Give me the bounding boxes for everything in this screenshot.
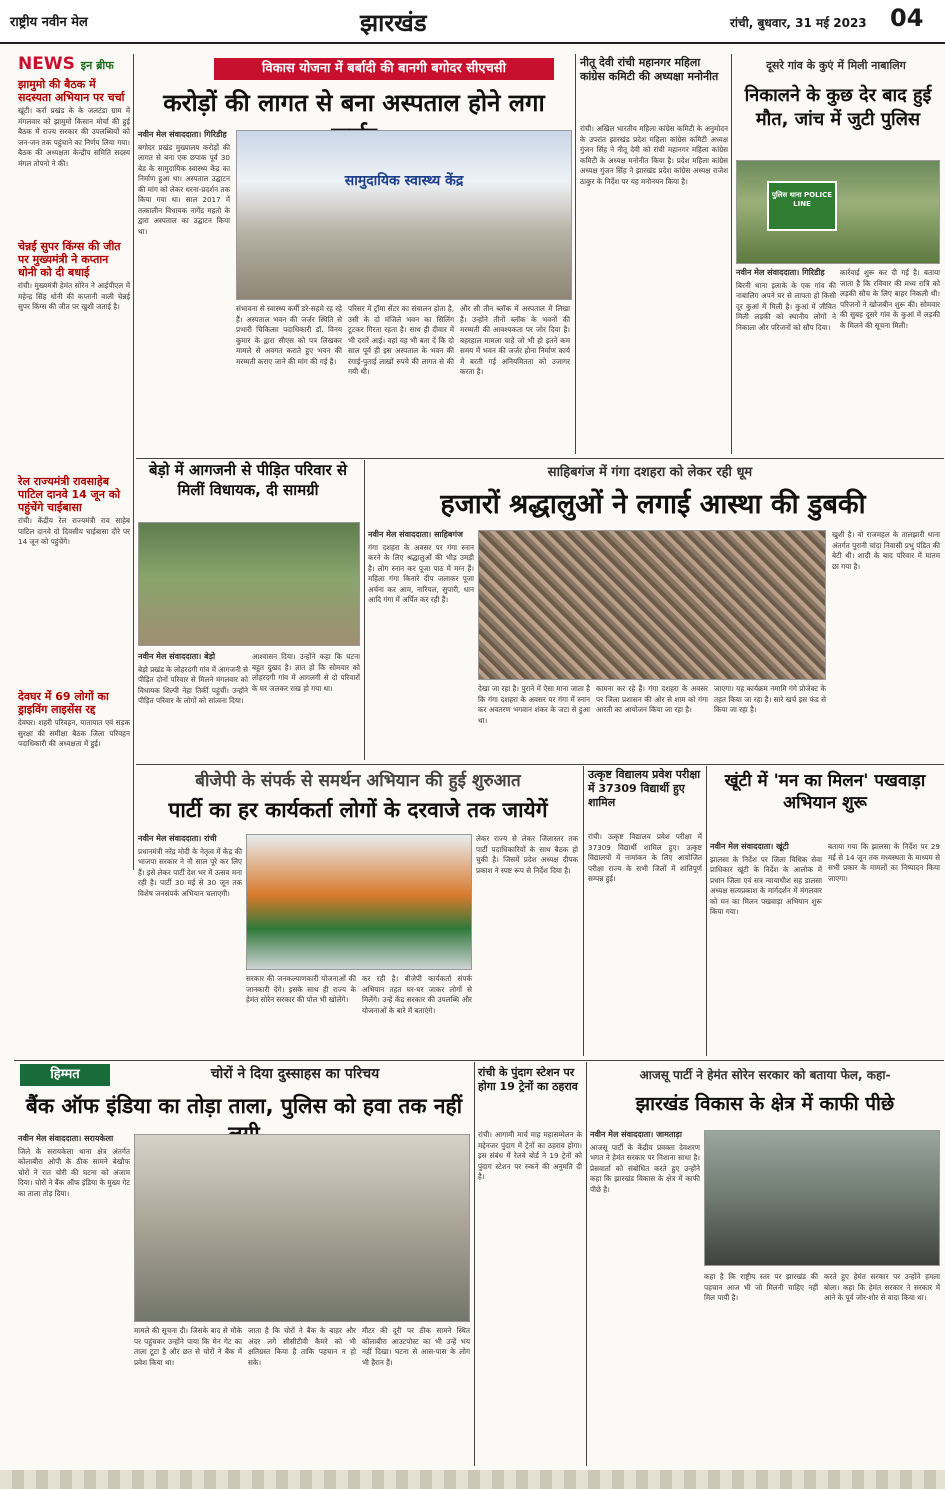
page-number: 04 [890, 4, 924, 32]
bjp-text: प्रधानमंत्री नरेंद्र मोदी के नेतृत्व में केंद्र की भाजपा सरकार ने नौ साल पूरे कर लिए हैं। इसे लेकर पार्टी देश भर में उत्सव मना रही है। पार्टी 30 मई से 30 जून तक विशेष जनसंपर्क अभियान चलाएगी। [138, 846, 242, 898]
fire-col-2: आश्वासन दिया। उन्होंने कहा कि घटना बहुत दुखद है। ज्ञात हो कि सोमवार को लोहरदगी गांव में आगलगी से दो परिवारों के घर जलकर राख हो गया था। [252, 652, 360, 693]
train-headline: रांची के पुंदाग स्टेशन पर होगा 19 ट्रेनों का ठहराव [478, 1066, 578, 1093]
ajsu-press-photo [704, 1130, 940, 1266]
police-sign-board [767, 181, 837, 231]
news-logo-main: NEWS [18, 54, 75, 74]
hospital-col-1 [138, 130, 230, 430]
bjp-col-2: सरकार की जनकल्याणकारी योजनाओं की जानकारी देंगे। इसके साथ ही राज्य के हेमंत सोरेन सरकार की पोल भी खोलेंगे। [246, 974, 356, 1004]
bjp-col-3: कर रही है। बीजेपी कार्यकर्ता संपर्क अभियान तहत घर-घर जाकर लोगों से मिलेंगे। उन्हें केंद्र सरकार की उपलब्धि और योजनाओं के बारे में बताएंगे। [362, 974, 472, 1015]
masthead [0, 0, 945, 44]
brief-text: रांची। केंद्रीय रेल राज्यमंत्री राव साहेब पाटिल दानवे दो दिवसीय चाईबासा दौरे पर 14 जून को पहुंचेंगे। [18, 516, 130, 546]
well-col-1 [736, 268, 836, 454]
ajsu-headline: झारखंड विकास के क्षेत्र में काफी पीछे [635, 1093, 895, 1115]
khunti-text: झालसा के निर्देश पर जिला विधिक सेवा प्राधिकार खूंटी के निर्देश के आलोक में प्रधान जिला एवं सत्र न्यायाधीश सह डालसा अध्यक्ष सत्यप्रकाश के मार्गदर्शन में मंगलवार को मन का मिलन पखवाड़ा अभियान शुरू किया गया। [710, 854, 822, 916]
ganga-col-3: कामना कर रहे हैं। गंगा दशहरा के अवसर पर जिला प्रशासन की ओर से शाम को गंगा आरती का आयोजन किया जा रहा है। [596, 684, 708, 714]
row-divider [14, 1060, 944, 1061]
fire-victims-photo [138, 522, 360, 646]
hospital-col-3: परिसर में ट्रॉमा सेंटर का संचालन होता है, उसी के दो मंजिले भवन का सिलिंग टूटकर गिरता रहता है। साथ ही दीवार में भी दरारें आई। वहां यह भी बता दें कि दो साल पूर्व ही इस अस्पताल के भवन की रंगाई-पुताई लाखों रुपये की लागत से की गयी थी। [348, 304, 454, 376]
column-divider [583, 766, 584, 1056]
fire-headline: बेड़ो में आगजनी से पीड़ित परिवार से मिलीं विधायक, दी सामग्री [149, 461, 347, 499]
bjp-headline: पार्टी का हर कार्यकर्ता लोगों के दरवाजे तक जायेगें [168, 798, 548, 822]
well-byline: नवीन मेल संवाददाता। गिरिडीह [736, 268, 825, 277]
school-text: रांची। उत्कृष्ट विद्यालय प्रवेश परीक्षा में 37309 विद्यार्थी शामिल हुए। उत्कृष्ट विद्यालयों में नामांकन के लिए आयोजित परीक्षा राज्य के सभी जिलों में शांतिपूर्ण सम्पन्न हुई। [588, 832, 702, 883]
brief-text: रांची। मुख्यमंत्री हेमंत सोरेन ने आईपीएल में महेन्द्र सिंह धोनी की कप्तानी वाली चेन्नई सुपर किंग्स की जीत पर खुशी जताई है। [18, 281, 130, 311]
row-divider [136, 458, 944, 459]
ganga-text: गंगा दशहरा के अवसर पर गंगा स्नान करने के लिए श्रद्धालुओं की भीड़ उमड़ी है। लोग स्नान कर पूजा पाठ में मग्न हैं। महिला गंगा किनारे दीप जलाकर पूजा अर्चना कर आम, नारियल, सुपारी, धान आदि गंगा में अर्पित कर रही हैं। [368, 542, 474, 604]
hospital-kicker: विकास योजना में बर्बादी की बानगी बगोदर सीएचसी [214, 58, 554, 80]
news-logo-sub: इन ब्रीफ [80, 59, 114, 72]
bank-building-photo [134, 1134, 470, 1322]
brief-title: चेन्नई सुपर किंग्स की जीत पर मुख्यमंत्री ने कप्तान धोनी को दी बधाई [18, 240, 121, 279]
brief-item [18, 475, 130, 686]
bank-col-3: जाता है कि चोरों ने बैंक के बाहर और अंदर लगे सीसीटीवी कैमरे को भी क्षतिग्रस्त किया है ताकि पहचान न हो सके। [248, 1326, 356, 1367]
bjp-byline: नवीन मेल संवाददाता। रांची [138, 834, 217, 843]
bank-kicker: चोरों ने दिया दुस्साहस का परिचय [210, 1066, 380, 1082]
brief-text: देवघर। शहरी परिवहन, यातायात एवं सड़क सुरक्षा की समीक्षा बैठक जिला परिवहन पदाधिकारी की अध्यक्षता में हुई। [18, 718, 130, 748]
khunti-col-2: बताया गया कि झालसा के निर्देश पर 29 मई से 14 जून तक मध्यस्थता के माध्यम से सभी प्रकार के मामलों का निष्पादन किया जाएगा। [828, 842, 940, 883]
hospital-byline: नवीन मेल संवाददाता। गिरिडीह [138, 130, 227, 139]
bank-col-2: मामले की सूचना दी। जिसके बाद से मौके पर पहुंचकर उन्होंने पाया कि मेन गेट का ताला टूटा है और छत से चोरों ने बैंक में प्रवेश किया था। [134, 1326, 242, 1367]
brief-title: झामुमो की बैठक में सदस्यता अभियान पर चर्चा [18, 78, 125, 104]
column-divider [731, 54, 732, 454]
ganga-headline: हजारों श्रद्धालुओं ने लगाई आस्था की डुबकी [440, 489, 866, 520]
bank-byline: नवीन मेल संवाददाता। सरायकेला [18, 1134, 114, 1143]
ganga-col-1 [368, 530, 474, 760]
bank-col-4: मीटर की दूरी पर ठीक सामने स्थित कोलाबीरा आउटपोस्ट का भी उन्हें भय नहीं दिखा। घटना से आस-पास के लोग भी हैरान हैं। [362, 1326, 470, 1367]
column-divider [133, 54, 134, 870]
news-brief-column [18, 54, 130, 874]
khunti-col-1 [710, 842, 822, 1054]
column-divider [706, 766, 707, 1056]
bjp-col-1 [138, 834, 242, 1054]
congress-text: रांची। अखिल भारतीय महिला कांग्रेस कमिटी के अनुमोदन के उपरांत झारखंड प्रदेश महिला कांग्रेस कमिटी अध्यक्ष गुंजन सिंह ने नीतू देवी को रांची महानगर महिला कांग्रेस कमिटी के अध्यक्ष मनोनीत किया है। प्रदेश महिला कांग्रेस अध्यक्ष गुंजन सिंह ने झारखंड प्रदेश कांग्रेस अध्यक्ष राजेश ठाकुर के निर्देश पर यह मनोनयन किया है। [580, 124, 728, 186]
police-sign-text: पुलिस थाना POLICE LINE [771, 191, 833, 208]
newspaper-logo: राष्ट्रीय नवीन मेल [10, 15, 88, 30]
fire-col-1 [138, 652, 248, 762]
hospital-text: बगोदर प्रखंड मुख्यालय करोड़ों की लागत से बना एक छपाक पूर्व 30 बेड के सामुदायिक स्वास्थ्य केंद्र का निर्माण हुआ था। अस्पताल उद्घाटन की मांग को लेकर धरना-प्रदर्शन तक किया गया था। साल 2017 में तत्कालीन विधायक नागेंद्र महतो के द्वारा अस्पताल का उद्घाटन किया था। [138, 142, 230, 236]
hospital-col-2: संभावना से स्वास्थ्य कर्मी डरे-सहमे रह रहे हैं। अस्पताल भवन की जर्जर स्थिति से प्रभारी चिकित्सा पदाधिकारी डॉ. विनय कुमार के द्वारा सीएस को पत्र लिखकर मामले से अवगत कराते हुए भवन की मरम्मती कराए जाने की मांग की गई है। [236, 304, 342, 366]
train-text: रांची। आगामी मार्च माह महासम्मेलन के मद्देनजर पुंदाग में ट्रेनों का ठहराव होगा। इस संबंध में रेलवे बोर्ड ने 19 ट्रेनों को पुंदाग स्टेशन पर रुकने की अनुमति दी है। [478, 1130, 582, 1181]
bank-text: जिले के सरायकेला थाना क्षेत्र अंतर्गत कोलाबीरा ओपी के ठीक सामने बेखौफ चोरों ने रात चोरी की घटना को अंजाम दिया। चोरों ने बैंक ऑफ इंडिया के मुख्य गेट का ताला तोड़ दिया। [18, 1146, 130, 1198]
dateline: रांची, बुधवार, 31 मई 2023 [730, 16, 867, 30]
bank-kicker-badge: हिम्मत [20, 1064, 110, 1086]
bjp-rally-photo [246, 834, 472, 970]
section-title: झारखंड [360, 9, 427, 37]
ajsu-byline: नवीन मेल संवाददाता। जामताड़ा [590, 1130, 682, 1139]
column-divider [575, 54, 576, 454]
hospital-photo [236, 130, 572, 300]
hospital-sign-text: सामुदायिक स्वास्थ्य केंद्र [344, 173, 464, 189]
bank-headline: बैंक ऑफ इंडिया का तोड़ा ताला, पुलिस को हवा तक नहीं [25, 1094, 463, 1118]
congress-headline: नीतू देवी रांची महानगर महिला कांग्रेस कमिटी की अध्यक्षा मनोनीत [580, 56, 719, 83]
brief-title: रेल राज्यमंत्री रावसाहेब पाटिल दानवे 14 जून को पहुंचेंगे चाईबासा [18, 475, 121, 514]
column-divider [474, 1062, 475, 1466]
bjp-kicker: बीजेपी के संपर्क से समर्थन अभियान की हुई शुरुआत [195, 771, 521, 791]
bank-col-1 [18, 1134, 130, 1466]
ajsu-col-2: कहा है कि राष्ट्रीय स्तर पर झारखंड की पहचान आज भी जो मिलनी चाहिए नहीं मिल पायी है। [704, 1272, 818, 1302]
fire-text: बेड़ो प्रखंड के लोहरदगी गांव में आगजनी से पीड़ित दोनों परिवार से मिलने मंगलवार को विधायक शिल्पी नेहा तिर्की पहुंचीं। उन्होंने पीड़ित परिवार के लोगों को सांत्वना दिया। [138, 664, 248, 705]
brief-item [18, 690, 130, 868]
ajsu-kicker: आजसू पार्टी ने हेमंत सोरेन सरकार को बताया फेल, कहा- [639, 1068, 891, 1082]
ganga-byline: नवीन मेल संवाददाता। साहिबगंज [368, 530, 463, 539]
khunti-byline: नवीन मेल संवाददाता। खूंटी [710, 842, 789, 851]
well-col-2: कार्रवाई शुरू कर दी गई है। बताया जाता है कि रविवार की मध्य रात्रि को लड़की सौच के लिए बाहर निकली थी। परिजनों ने खोजबीन शुरू की। सोमवार की सुबह दूसरे गांव के कुआं में लड़की के मिलने की सूचना मिली। [840, 268, 940, 330]
row-divider [136, 764, 944, 765]
brief-title: देवघर में 69 लोगों का ड्राइविंग लाइसेंस रद्द [18, 690, 109, 716]
fire-byline: नवीन मेल संवाददाता। बेड़ो [138, 652, 216, 661]
bjp-col-4: लेकर राज्य से लेकर जिलास्तर तक पार्टी पदाधिकारियों के साथ बैठक हो चुकी है। जिसमें प्रदेश अध्यक्ष दीपक प्रकाश ने स्पष्ट रूप से निर्देश दिया है। [476, 834, 578, 875]
brief-text: खूंटी। कर्रा प्रखंड के के जलटंडा ग्राम में मंगलवार को झामुमो किसान मोर्चा की हुई बैठक में राज्य सरकार की उपलब्धियों को जन-जन तक पहुंचाने का निर्णय लिया गया। बैठक की अध्यक्षता केन्द्रीय समिति सदस्य मंगल तोपनो ने की। [18, 106, 130, 168]
hospital-col-4: और सी तीन ब्लॉक में अस्पताल में लिखा है। उन्होंने तीनों ब्लॉक के भवनों की मरम्मती की आवश्यकता पर जोर दिया है। बहरहाल मामला चाहे जो भी हो इतने कम समय में भवन की जर्जर होना निर्माण कार्य में बरती गई अनियमितता को उजागर करता है। [460, 304, 570, 376]
brief-item [18, 240, 130, 471]
well-kicker: दूसरे गांव के कुएं में मिली नाबालिग [766, 59, 906, 72]
news-brief-logo [18, 54, 130, 74]
ganga-crowd-photo [478, 530, 826, 680]
well-text: बिरनी थाना इलाके के एक गांव की नाबालिग अपने घर से लापता हो किसी दूर कुआं में मिली है। कुआं में जीवित मिली लड़की को स्थानीय लोगों ने निकाला और परिजनों को सौंप दिया। [736, 280, 836, 332]
school-headline: उत्कृष्ट विद्यालय प्रवेश परीक्षा में 37309 विद्यार्थी हुए शामिल [588, 768, 701, 809]
hospital-headline: करोड़ों की लागत से बना अस्पताल होने लगा [163, 89, 545, 117]
column-divider [586, 1062, 587, 1466]
well-headline: निकालने के कुछ देर बाद हुई मौत, जांच में जुटी पुलिस [744, 85, 932, 130]
ganga-kicker: साहिबगंज में गंगा दशहरा को लेकर रही धूम [547, 465, 753, 480]
ajsu-col-3: करते हुए हेमंत सरकार पर उन्होंने हमला बोला। कहा कि हेमंत सरकार ने सरकार में आने के पूर्व जोर-शोर से वादा किया था। [824, 1272, 940, 1302]
ganga-col-4: जाएगा। यह कार्यक्रम नमामि गंगे प्रोजेक्ट के तहत किया जा रहा है। सारे खर्च इस फंड से किया जा रहा है। [714, 684, 826, 714]
khunti-headline: खूंटी में 'मन का मिलन' पखवाड़ा अभियान शुरू [724, 771, 926, 813]
bottom-color-strip [0, 1470, 945, 1489]
ganga-col-5: खुशी है। वो राजमहल के तालझारी थाना अंतर्गत पुरानी चांदा निवासी प्रभु पंडित की बेटी थी। शादी के बाद परिवार में मातम छा गया है। [832, 530, 940, 571]
brief-item [18, 78, 130, 236]
ganga-col-2: देखा जा रहा है। पुराने में ऐसा माना जाता है कि गंगा दशहरा के अवसर पर गंगा में स्नान कर अवतरण भगवान शंकर के जटा से हुआ था। [478, 684, 590, 725]
police-line-photo [736, 160, 940, 264]
ajsu-text: आजसू पार्टी के केंद्रीय प्रवक्ता देवशरण भगत ने हेमंत सरकार पर निशाना साधा है। प्रेसवार्ता को संबोधित करते हुए उन्होंने कहा कि झारखंड विकास के क्षेत्र में काफी पीछे है। [590, 1142, 700, 1194]
ajsu-col-1 [590, 1130, 700, 1466]
column-divider [364, 460, 365, 760]
